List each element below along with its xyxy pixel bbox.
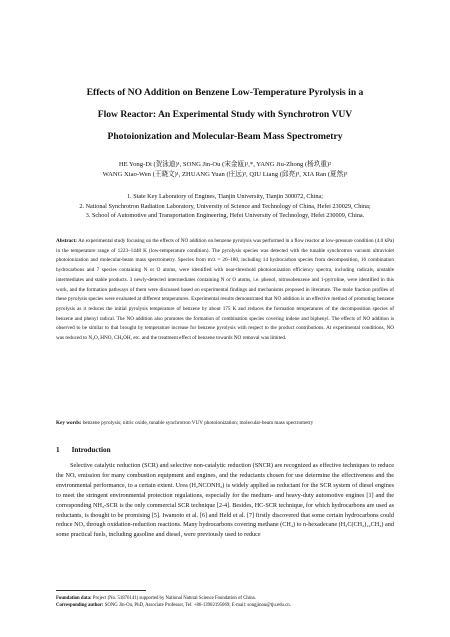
section-heading (56, 446, 111, 454)
footnote-author (56, 602, 401, 609)
title-line: Flow Reactor: An Experimental Study with Synchrotron VUV (97, 109, 353, 120)
section-number: 1 (56, 446, 60, 454)
footnote-foundation-label: Foundation data: (56, 596, 92, 601)
introduction-paragraph: Selective catalytic reduction (SCR) and selective non-catalytic reduction (SNCR) are recognized as effective techniques to reduce the NOₓ emission for many combustion equipment and engines, and the reductants chosen for use determine the effectiveness and the environmental performance, to a certain extent. Urea (H₂NCONH₂) is widely applied as reductant for the SCR system of diesel engines to meet the stringent environmental protection regulations, especially for the medium- and heavy-duty automotive engines [1] and the corresponding NH₃-SCR is the only commercial SCR technique [2-4]. Besides, HC-SCR technique, for which hydrocarbons are used as reductants, is thought to be promising [5]. Iwamoto et al. [6] and Held et al. [7] firstly discovered that some certain hydrocarbons could reduce NOₓ through oxidation-reduction reactions. Many hydrocarbons covering methane (CH₄) to n-hexadecane (H₃C(CH₂)₁₄CH₃) and some practical fuels, including gasoline and diesel, were previously used to reduce (56, 462, 394, 539)
author-line: WANG Xiao-Wen (王晓文)¹, ZHUANG Yuan (庄远)³, QIU Liang (邱亮)³, XIA Ran (夏然)³ (102, 171, 348, 178)
affiliation: 3. School of Automotive and Transportation Engineering, Hefei University of Technology, Hefei 230009, China. (85, 212, 365, 220)
footnotes (56, 595, 401, 609)
keywords-label: Key words: (56, 420, 82, 426)
keywords-text: benzene pyrolysis; nitric oxide, tunable synchrotron VUV photoionization; molecular-beam mass spectrometry (82, 420, 314, 426)
section-title: Introduction (71, 446, 111, 454)
affiliation: 2. National Synchrotron Radiation Laboratory, University of Science and Technology of China, Hefei 230029, China; (79, 202, 371, 210)
footnote-foundation-text: Project (No. 51876141) supported by National Natural Science Foundation of China. (92, 596, 256, 601)
affiliation: 1. State Key Laboratory of Engines, Tianjin University, Tianjin 300072, China; (127, 193, 323, 200)
footnote-author-text: SONG Jin-Ou, PhD, Associate Professor, Tel: +86-13902195069; E-mail: songjinou@tju.edu.cn. (104, 603, 291, 608)
title-line: Photoionization and Molecular-Beam Mass Spectrometry (107, 131, 343, 142)
footnote-author-label: Corresponding author: (56, 603, 104, 608)
paper-title (30, 82, 420, 148)
footnote-divider (56, 590, 146, 591)
abstract (56, 237, 394, 344)
affiliations (30, 192, 420, 221)
abstract-label: Abstract: (56, 238, 78, 244)
keywords (56, 419, 394, 429)
author-list (30, 160, 420, 180)
author-line: HE Yong-Di (贺泳迪)¹, SONG Jin-Ou (宋金瓯)¹,*, YANG Jiu-Zhong (杨玖重)² (118, 161, 332, 168)
abstract-text: An experimental study focusing on the effects of NO addition on benzene pyrolysis was performed in a flow reactor at low-pressure condition (4.0 kPa) in the temperature range of 1223–1448 K (low-temperature condition). The pyrolysis species was detected with the tunable synchrotron vacuum ultraviolet photoionization and molecular-beam mass spectrometry. Species from m/z = 26–180, including 14 hydrocarbon species from decomposition, 16 combination hydrocarbons and 7 species containing N or O atoms, were identified with near-threshold photoionization efficiency spectra, including radicals, unstable intermediates and stable products. 3 newly-detected intermediates containing N or O atoms, i.e. phenol, nitrosobenzene and 1-pyrroline, were identified in this work, and the formation pathways of them were discussed based on experimental findings and mechanisms proposed in literature. The mole fraction profiles of these pyrolysis species were evaluated at different temperatures. Experimental results demonstrated that NO addition is an effective method of promoting benzene pyrolysis as it reduces the initial pyrolysis temperature of benzene by about 175 K and reduces the formation temperatures of the decomposition species of benzene and phenyl radical. The NO addition also promotes the formation of combination species covering indene and biphenyl. The effects of NO addition is observed to be similar to that brought by temperature increase for benzene pyrolysis with respect to the product contributions. At experimental conditions, NO was reduced to N₂O, HNO, CH₃OH, etc. and the treatment effect of benzene towards NO removal was limited. (56, 238, 395, 342)
title-line: Effects of NO Addition on Benzene Low-Temperature Pyrolysis in a (86, 87, 364, 98)
footnote-foundation (56, 595, 401, 602)
